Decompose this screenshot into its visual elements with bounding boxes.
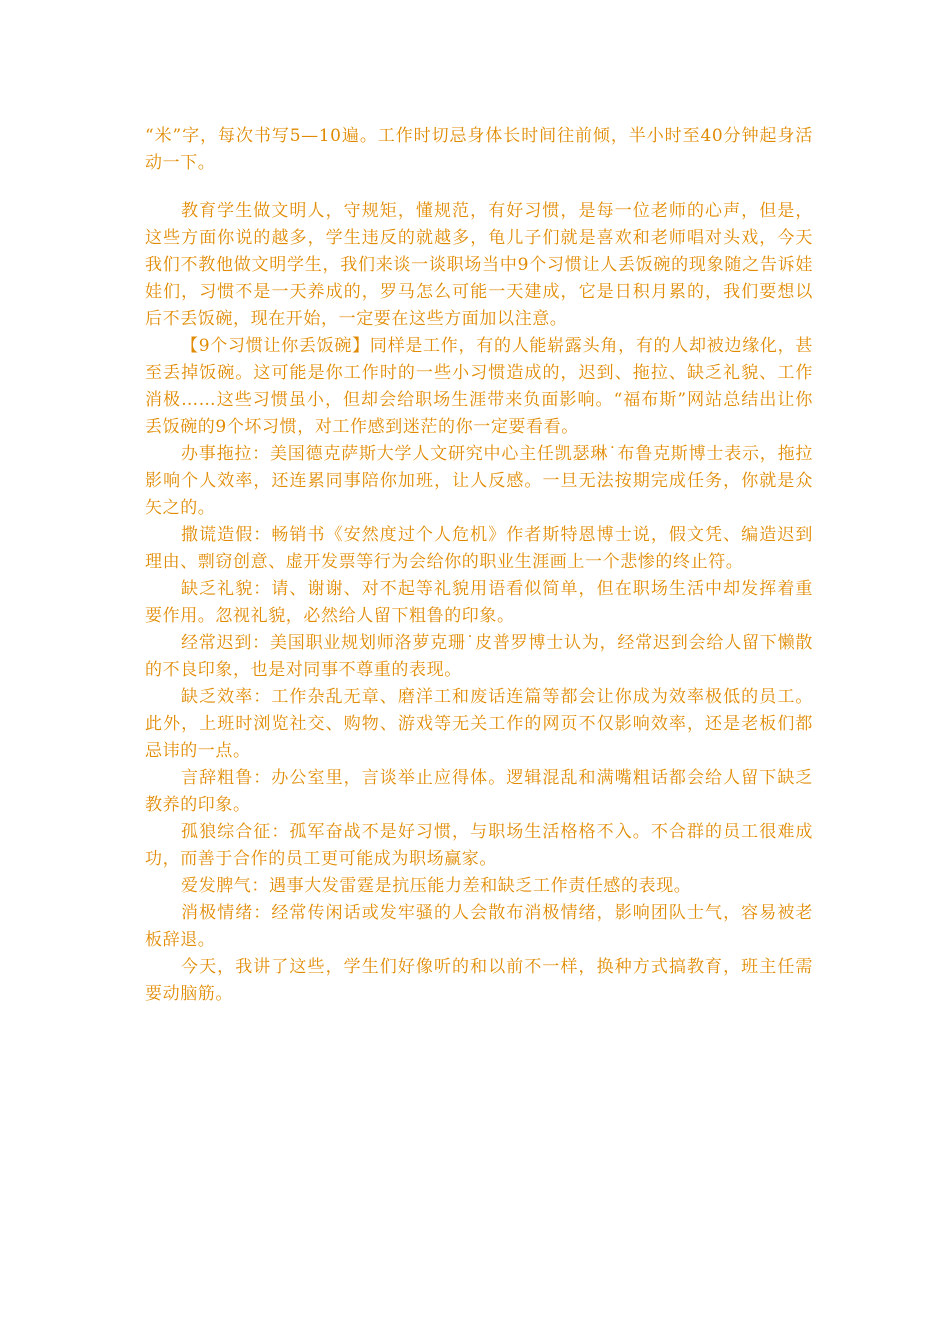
habit-impolite-paragraph: 缺乏礼貌：请、谢谢、对不起等礼貌用语看似简单，但在职场生活中却发挥着重要作用。忽视礼貌，必然给人留下粗鲁的印象。 <box>145 579 813 626</box>
intro-paragraph: 教育学生做文明人，守规矩，懂规范，有好习惯，是每一位老师的心声，但是，这些方面你说的越多，学生违反的就越多，龟儿子们就是喜欢和老师唱对头戏，今天我们不教他做文明学生，我们来谈一谈职场当中9个习惯让人丢饭碗的现象随之告诉娃娃们，习惯不是一天养成的，罗马怎么可能一天建成，它是日积月累的，我们要想以后不丢饭碗，现在开始，一定要在这些方面加以注意。 <box>145 201 813 329</box>
closing-paragraph: 今天，我讲了这些，学生们好像听的和以前不一样，换种方式搞教育，班主任需要动脑筋。 <box>145 957 813 1004</box>
habit-lateness-paragraph: 经常迟到：美国职业规划师洛萝克珊˙皮普罗博士认为，经常迟到会给人留下懒散的不良印象，也是对同事不尊重的表现。 <box>145 633 813 680</box>
habit-lying-paragraph: 撒谎造假：畅销书《安然度过个人危机》作者斯特恩博士说，假文凭、编造迟到理由、剽窃创意、虚开发票等行为会给你的职业生涯画上一个悲惨的终止符。 <box>145 525 813 572</box>
habits-overview-paragraph: 【9个习惯让你丢饭碗】同样是工作，有的人能崭露头角，有的人却被边缘化，甚至丢掉饭碗。这可能是你工作时的一些小习惯造成的，迟到、拖拉、缺乏礼貌、工作消极……这些习惯虽小，但却会给职场生涯带来负面影响。“福布斯”网站总结出让你丢饭碗的9个坏习惯，对工作感到迷茫的你一定要看看。 <box>145 336 813 437</box>
continued-paragraph: “米”字，每次书写5—10遍。工作时切忌身体长时间往前倾，半小时至40分钟起身活动一下。 <box>145 126 813 173</box>
habit-procrastination-paragraph: 办事拖拉：美国德克萨斯大学人文研究中心主任凯瑟琳˙布鲁克斯博士表示，拖拉影响个人效率，还连累同事陪你加班，让人反感。一旦无法按期完成任务，你就是众矢之的。 <box>145 444 813 518</box>
habit-lone-wolf-paragraph: 孤狼综合征：孤军奋战不是好习惯，与职场生活格格不入。不合群的员工很难成功，而善于合作的员工更可能成为职场赢家。 <box>145 822 813 869</box>
main-text-block <box>145 198 813 1008</box>
habit-rude-speech-paragraph: 言辞粗鲁：办公室里，言谈举止应得体。逻辑混乱和满嘴粗话都会给人留下缺乏教养的印象。 <box>145 768 813 815</box>
top-text-block <box>145 123 813 177</box>
habit-negativity-paragraph: 消极情绪：经常传闲话或发牢骚的人会散布消极情绪，影响团队士气，容易被老板辞退。 <box>145 903 813 950</box>
habit-inefficiency-paragraph: 缺乏效率：工作杂乱无章、磨洋工和废话连篇等都会让你成为效率极低的员工。此外，上班时浏览社交、购物、游戏等无关工作的网页不仅影响效率，还是老板们都忌讳的一点。 <box>145 687 813 761</box>
habit-temper-paragraph: 爱发脾气：遇事大发雷霆是抗压能力差和缺乏工作责任感的表现。 <box>181 876 692 896</box>
